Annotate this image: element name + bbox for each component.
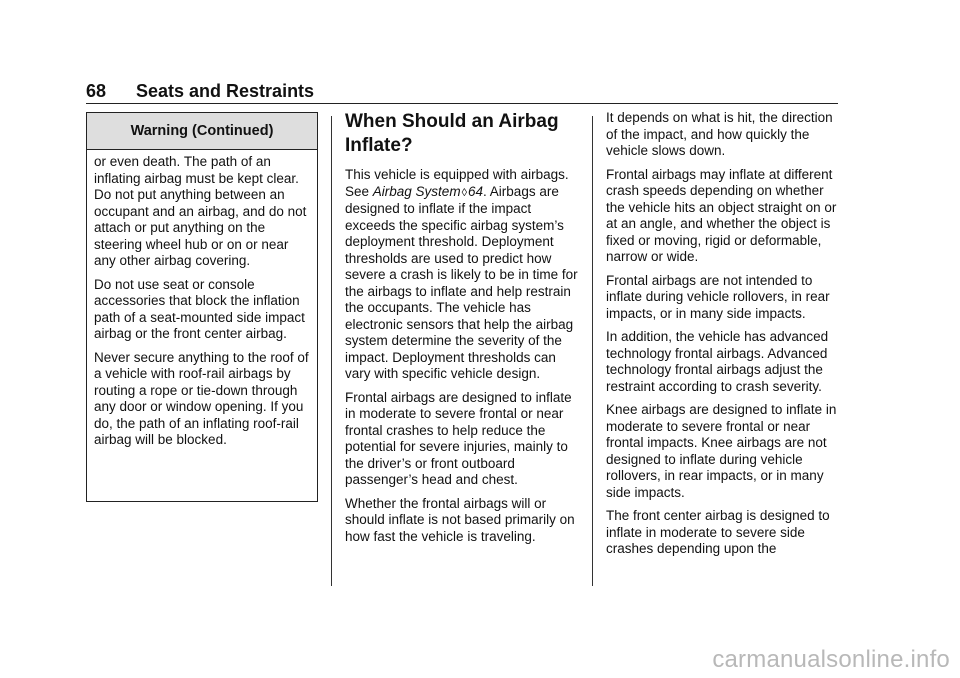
intro-text-after: . Airbags are designed to inflate if the impact exceeds the specific airbag system’s deployment threshold. Deployment thresholds are used to predict how severe a crash is likely to be in time for the airbags to inflate and help restrain the occupants. The vehicle has electronic sensors that help the airbag system determine the severity of the impact. Deployment thresholds can vary with specific vehicle design. (345, 183, 578, 381)
column-divider-right (592, 116, 593, 586)
body-paragraph: Frontal airbags are not intended to inflate during vehicle rollovers, in rear impacts, or in many side impacts. (606, 272, 830, 321)
warning-body (87, 150, 317, 449)
body-paragraph: Frontal airbags are designed to inflate in moderate to severe frontal or near frontal crashes to help reduce the potential for severe injuries, mainly to the driver’s or front outboard passenger’s head and chest. (345, 389, 572, 487)
body-paragraph: The front center airbag is designed to inflate in moderate to severe side crashes depending upon the (606, 508, 830, 556)
body-paragraph: In addition, the vehicle has advanced technology frontal airbags. Advanced technology frontal airbags adjust the restraint according to crash severity. (606, 329, 829, 394)
header-rule (86, 103, 838, 104)
page-number: 68 (86, 81, 107, 101)
page-reference-number[interactable]: 64 (468, 183, 484, 199)
warning-paragraph: or even death. The path of an inflating airbag must be kept clear. Do not put anything between an occupant and an airbag, and do not attach or put anything on the steering wheel hub or on or near any other airbag covering. (94, 154, 307, 268)
page-header (86, 81, 838, 107)
intro-paragraph (345, 167, 580, 383)
body-paragraph: Whether the frontal airbags will or should inflate is not based primarily on how fast the vehicle is traveling. (345, 495, 575, 544)
warning-paragraph: Never secure anything to the roof of a vehicle with roof-rail airbags by routing a rope or tie-down through any door or window opening. If you do, the path of an inflating roof-rail airbag will be blocked. (94, 349, 309, 447)
page-reference-icon: ◊ (461, 186, 468, 199)
body-paragraph: Frontal airbags may inflate at different crash speeds depending on whether the vehicle hits an object straight on or at an angle, and whether the object is fixed or moving, rigid or deformable, narrow or wide. (606, 166, 837, 264)
warning-box (86, 112, 318, 502)
body-paragraph: It depends on what is hit, the direction of the impact, and how quickly the vehicle slows down. (606, 110, 833, 158)
section-heading: When Should an Airbag Inflate? (345, 111, 559, 156)
right-column (606, 110, 842, 565)
middle-column (345, 110, 580, 552)
section-title: Seats and Restraints (136, 81, 315, 101)
body-paragraph: Knee airbags are designed to inflate in moderate to severe frontal or near frontal impacts. Knee airbags are not designed to inflate during vehicle rollovers, in rear impacts, or in many side impacts. (606, 402, 837, 500)
intro-text-before: This vehicle is equipped with airbags. See (345, 167, 569, 199)
airbag-system-link[interactable]: Airbag System (372, 183, 461, 199)
warning-title: Warning (Continued) (87, 113, 317, 150)
column-divider-left (331, 116, 332, 586)
warning-paragraph: Do not use seat or console accessories that block the inflation path of a seat-mounted side impact airbag or the front center airbag. (94, 276, 305, 341)
watermark: carmanualsonline.info (712, 646, 950, 673)
